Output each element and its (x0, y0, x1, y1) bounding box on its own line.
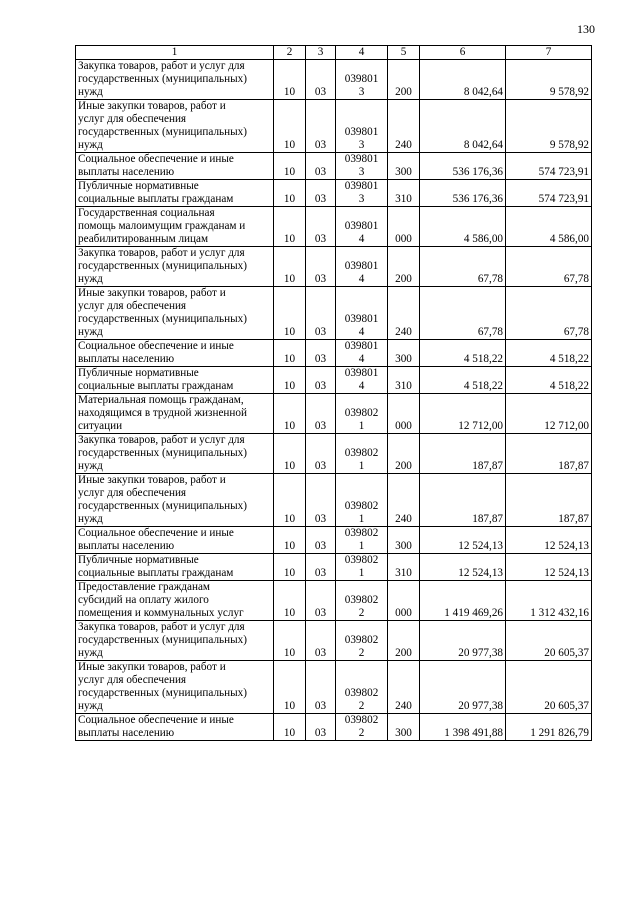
section-cell: 10 (274, 581, 306, 621)
table-body (76, 60, 592, 741)
amount-year-1-cell: 12 712,00 (420, 394, 506, 434)
target-article-cell: 039801 4 (336, 367, 388, 394)
target-article-cell: 039802 1 (336, 394, 388, 434)
target-article-cell: 039801 4 (336, 287, 388, 340)
subsection-cell: 03 (306, 340, 336, 367)
amount-year-2-cell: 574 723,91 (506, 153, 592, 180)
expense-type-cell: 300 (388, 153, 420, 180)
expense-type-cell: 200 (388, 434, 420, 474)
subsection-cell: 03 (306, 60, 336, 100)
table-row (76, 474, 592, 527)
table-row (76, 434, 592, 474)
table-row (76, 207, 592, 247)
subsection-cell: 03 (306, 527, 336, 554)
expense-name-cell: Закупка товаров, работ и услуг для государственных (муниципальных) нужд (76, 60, 274, 100)
target-article-cell: 039802 2 (336, 581, 388, 621)
header-col-6: 6 (420, 46, 506, 60)
amount-year-2-cell: 9 578,92 (506, 100, 592, 153)
section-cell: 10 (274, 714, 306, 741)
table-row (76, 661, 592, 714)
amount-year-1-cell: 8 042,64 (420, 60, 506, 100)
expense-name-cell: Публичные нормативные социальные выплаты гражданам (76, 554, 274, 581)
expense-type-cell: 000 (388, 394, 420, 434)
section-cell: 10 (274, 340, 306, 367)
table-row (76, 581, 592, 621)
expense-name-cell: Государственная социальная помощь малоимущим гражданам и реабилитированным лицам (76, 207, 274, 247)
expense-type-cell: 300 (388, 714, 420, 741)
subsection-cell: 03 (306, 247, 336, 287)
section-cell: 10 (274, 180, 306, 207)
amount-year-1-cell: 4 518,22 (420, 367, 506, 394)
expense-type-cell: 200 (388, 247, 420, 287)
header-col-3: 3 (306, 46, 336, 60)
expense-name-cell: Закупка товаров, работ и услуг для государственных (муниципальных) нужд (76, 434, 274, 474)
amount-year-2-cell: 67,78 (506, 247, 592, 287)
expense-type-cell: 240 (388, 100, 420, 153)
table-row (76, 340, 592, 367)
expense-name-cell: Иные закупки товаров, работ и услуг для обеспечения государственных (муниципальных) нужд (76, 100, 274, 153)
amount-year-2-cell: 12 524,13 (506, 527, 592, 554)
section-cell: 10 (274, 661, 306, 714)
amount-year-2-cell: 12 712,00 (506, 394, 592, 434)
expense-name-cell: Социальное обеспечение и иные выплаты населению (76, 340, 274, 367)
subsection-cell: 03 (306, 367, 336, 394)
amount-year-2-cell: 12 524,13 (506, 554, 592, 581)
table-row (76, 714, 592, 741)
amount-year-1-cell: 4 518,22 (420, 340, 506, 367)
section-cell: 10 (274, 60, 306, 100)
subsection-cell: 03 (306, 621, 336, 661)
amount-year-1-cell: 20 977,38 (420, 621, 506, 661)
section-cell: 10 (274, 527, 306, 554)
target-article-cell: 039801 4 (336, 247, 388, 287)
expense-type-cell: 310 (388, 180, 420, 207)
section-cell: 10 (274, 153, 306, 180)
table-row (76, 60, 592, 100)
expense-type-cell: 240 (388, 287, 420, 340)
amount-year-2-cell: 187,87 (506, 474, 592, 527)
expense-name-cell: Иные закупки товаров, работ и услуг для обеспечения государственных (муниципальных) нужд (76, 474, 274, 527)
subsection-cell: 03 (306, 554, 336, 581)
target-article-cell: 039802 2 (336, 621, 388, 661)
table-row (76, 100, 592, 153)
expense-type-cell: 200 (388, 60, 420, 100)
header-col-4: 4 (336, 46, 388, 60)
amount-year-1-cell: 8 042,64 (420, 100, 506, 153)
expense-type-cell: 000 (388, 581, 420, 621)
section-cell: 10 (274, 434, 306, 474)
target-article-cell: 039802 1 (336, 554, 388, 581)
expense-name-cell: Социальное обеспечение и иные выплаты населению (76, 153, 274, 180)
expense-type-cell: 240 (388, 474, 420, 527)
subsection-cell: 03 (306, 434, 336, 474)
amount-year-1-cell: 1 419 469,26 (420, 581, 506, 621)
expense-type-cell: 200 (388, 621, 420, 661)
target-article-cell: 039802 2 (336, 714, 388, 741)
amount-year-2-cell: 9 578,92 (506, 60, 592, 100)
amount-year-1-cell: 12 524,13 (420, 527, 506, 554)
amount-year-1-cell: 1 398 491,88 (420, 714, 506, 741)
table-row (76, 554, 592, 581)
expense-name-cell: Социальное обеспечение и иные выплаты населению (76, 527, 274, 554)
header-col-2: 2 (274, 46, 306, 60)
section-cell: 10 (274, 287, 306, 340)
section-cell: 10 (274, 474, 306, 527)
table-row (76, 367, 592, 394)
header-col-1: 1 (76, 46, 274, 60)
table-row (76, 527, 592, 554)
header-col-7: 7 (506, 46, 592, 60)
table-row (76, 394, 592, 434)
amount-year-1-cell: 67,78 (420, 247, 506, 287)
amount-year-1-cell: 187,87 (420, 474, 506, 527)
subsection-cell: 03 (306, 207, 336, 247)
expense-name-cell: Предоставление гражданам субсидий на оплату жилого помещения и коммунальных услуг (76, 581, 274, 621)
table-row (76, 287, 592, 340)
header-col-5: 5 (388, 46, 420, 60)
page-number: 130 (577, 22, 595, 36)
expense-name-cell: Закупка товаров, работ и услуг для государственных (муниципальных) нужд (76, 621, 274, 661)
expense-type-cell: 300 (388, 527, 420, 554)
amount-year-2-cell: 20 605,37 (506, 621, 592, 661)
subsection-cell: 03 (306, 180, 336, 207)
target-article-cell: 039801 3 (336, 153, 388, 180)
target-article-cell: 039801 3 (336, 180, 388, 207)
target-article-cell: 039801 4 (336, 207, 388, 247)
expense-name-cell: Публичные нормативные социальные выплаты гражданам (76, 367, 274, 394)
header-row (76, 46, 592, 60)
subsection-cell: 03 (306, 287, 336, 340)
amount-year-2-cell: 187,87 (506, 434, 592, 474)
expense-name-cell: Иные закупки товаров, работ и услуг для обеспечения государственных (муниципальных) нужд (76, 287, 274, 340)
subsection-cell: 03 (306, 581, 336, 621)
target-article-cell: 039801 3 (336, 100, 388, 153)
amount-year-1-cell: 67,78 (420, 287, 506, 340)
budget-table (75, 45, 592, 741)
amount-year-1-cell: 187,87 (420, 434, 506, 474)
subsection-cell: 03 (306, 474, 336, 527)
target-article-cell: 039802 1 (336, 434, 388, 474)
section-cell: 10 (274, 367, 306, 394)
subsection-cell: 03 (306, 100, 336, 153)
amount-year-2-cell: 1 291 826,79 (506, 714, 592, 741)
table-row (76, 153, 592, 180)
expense-type-cell: 310 (388, 367, 420, 394)
section-cell: 10 (274, 394, 306, 434)
amount-year-1-cell: 536 176,36 (420, 180, 506, 207)
section-cell: 10 (274, 554, 306, 581)
amount-year-2-cell: 20 605,37 (506, 661, 592, 714)
table-row (76, 180, 592, 207)
target-article-cell: 039802 1 (336, 527, 388, 554)
subsection-cell: 03 (306, 714, 336, 741)
section-cell: 10 (274, 100, 306, 153)
section-cell: 10 (274, 247, 306, 287)
expense-type-cell: 240 (388, 661, 420, 714)
amount-year-2-cell: 4 518,22 (506, 340, 592, 367)
subsection-cell: 03 (306, 394, 336, 434)
table-row (76, 621, 592, 661)
expense-type-cell: 000 (388, 207, 420, 247)
amount-year-1-cell: 536 176,36 (420, 153, 506, 180)
target-article-cell: 039801 4 (336, 340, 388, 367)
expense-type-cell: 300 (388, 340, 420, 367)
amount-year-2-cell: 574 723,91 (506, 180, 592, 207)
amount-year-1-cell: 20 977,38 (420, 661, 506, 714)
target-article-cell: 039802 1 (336, 474, 388, 527)
amount-year-1-cell: 4 586,00 (420, 207, 506, 247)
amount-year-2-cell: 1 312 432,16 (506, 581, 592, 621)
target-article-cell: 039802 2 (336, 661, 388, 714)
section-cell: 10 (274, 621, 306, 661)
expense-type-cell: 310 (388, 554, 420, 581)
subsection-cell: 03 (306, 661, 336, 714)
subsection-cell: 03 (306, 153, 336, 180)
amount-year-2-cell: 67,78 (506, 287, 592, 340)
amount-year-2-cell: 4 518,22 (506, 367, 592, 394)
expense-name-cell: Материальная помощь гражданам, находящимся в трудной жизненной ситуации (76, 394, 274, 434)
section-cell: 10 (274, 207, 306, 247)
expense-name-cell: Социальное обеспечение и иные выплаты населению (76, 714, 274, 741)
amount-year-1-cell: 12 524,13 (420, 554, 506, 581)
target-article-cell: 039801 3 (336, 60, 388, 100)
expense-name-cell: Закупка товаров, работ и услуг для государственных (муниципальных) нужд (76, 247, 274, 287)
expense-name-cell: Иные закупки товаров, работ и услуг для обеспечения государственных (муниципальных) нужд (76, 661, 274, 714)
amount-year-2-cell: 4 586,00 (506, 207, 592, 247)
table-row (76, 247, 592, 287)
expense-name-cell: Публичные нормативные социальные выплаты гражданам (76, 180, 274, 207)
